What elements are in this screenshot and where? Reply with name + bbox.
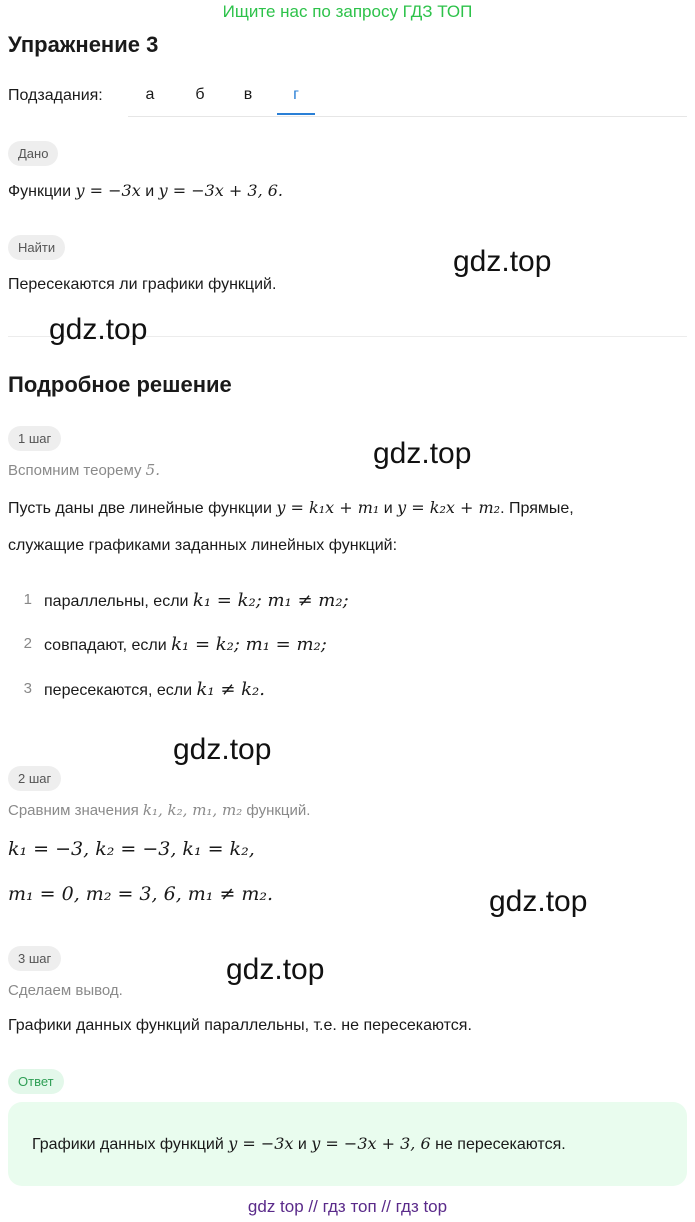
find-pill: Найти (8, 235, 65, 260)
subtasks-label: Подзадания: (8, 87, 103, 104)
list-number-2: 2 (23, 635, 32, 652)
list-item-2 (44, 634, 327, 655)
list-item-1 (44, 590, 349, 611)
promo-banner[interactable]: Ищите нас по запросу ГДЗ ТОП (222, 2, 473, 21)
step-2-hint-prefix: Сравним значения (8, 802, 139, 819)
given-formula-2: y = −3x + 3, 6. (158, 181, 283, 200)
list-item-1-text: параллельны, если (44, 593, 189, 610)
list-item-1-math: k₁ = k₂; m₁ ≠ m₂; (192, 590, 349, 611)
step-3-hint: Сделаем вывод. (8, 982, 123, 999)
tab-a[interactable]: а (145, 86, 155, 103)
step-1-func-2: y = k₂x + m₂ (397, 498, 501, 517)
footer-links[interactable]: gdz top // гдз топ // гдз top (247, 1197, 448, 1216)
step-1-hint-text: Вспомним теорему (8, 462, 142, 479)
list-item-3 (44, 679, 265, 700)
watermark: gdz.top (373, 437, 472, 470)
given-prefix: Функции (8, 183, 72, 200)
answer-formula-1: y = −3x (228, 1134, 294, 1153)
step-2-equation-2: m₁ = 0, m₂ = 3, 6, m₁ ≠ m₂. (8, 883, 274, 905)
find-text: Пересекаются ли графики функций. (8, 276, 277, 293)
given-pill: Дано (8, 141, 58, 166)
answer-prefix: Графики данных функций (32, 1136, 224, 1153)
answer-pill: Ответ (8, 1069, 64, 1094)
tab-g[interactable]: г (293, 86, 299, 103)
active-tab-indicator (277, 113, 315, 115)
answer-and: и (297, 1136, 307, 1153)
step-1-line-2: служащие графиками заданных линейных функций: (8, 537, 398, 554)
answer-suffix: не пересекаются. (435, 1136, 566, 1153)
subtask-tabs (128, 78, 687, 117)
watermark: gdz.top (489, 885, 588, 918)
list-item-3-text: пересекаются, если (44, 682, 193, 699)
given-formula-1: y = −3x (75, 181, 141, 200)
answer-text (32, 1134, 566, 1154)
step-1-line-1-suffix: . Прямые, (500, 500, 574, 517)
step-1-func-1: y = k₁x + m₁ (276, 498, 380, 517)
watermark: gdz.top (453, 245, 552, 278)
step-1-pill: 1 шаг (8, 426, 61, 451)
step-1-line-1-prefix: Пусть даны две линейные функции (8, 500, 272, 517)
step-2-hint-suffix: функций. (246, 802, 311, 819)
watermark: gdz.top (226, 953, 325, 986)
list-number-1: 1 (23, 591, 32, 608)
list-item-3-math: k₁ ≠ k₂. (196, 679, 265, 700)
step-1-line-1 (8, 498, 692, 518)
solution-title: Подробное решение (8, 372, 232, 397)
step-1-and: и (383, 500, 393, 517)
answer-formula-2: y = −3x + 3, 6 (311, 1134, 431, 1153)
list-item-2-text: совпадают, если (44, 637, 167, 654)
step-1-hint-number: 5. (145, 461, 160, 479)
watermark: gdz.top (173, 733, 272, 766)
step-3-pill: 3 шаг (8, 946, 61, 971)
watermark: gdz.top (49, 313, 148, 346)
step-2-pill: 2 шаг (8, 766, 61, 791)
step-3-text: Графики данных функций параллельны, т.е. не пересекаются. (8, 1017, 472, 1034)
step-2-equation-1: k₁ = −3, k₂ = −3, k₁ = k₂, (8, 838, 255, 860)
step-2-hint-math: k₁, k₂, m₁, m₂ (142, 801, 243, 819)
list-item-2-math: k₁ = k₂; m₁ = m₂; (171, 634, 327, 655)
tab-b[interactable]: б (195, 86, 205, 103)
list-number-3: 3 (23, 680, 32, 697)
page-title: Упражнение 3 (8, 32, 159, 57)
given-text (8, 181, 283, 201)
given-and: и (145, 183, 155, 200)
tab-v[interactable]: в (243, 86, 253, 103)
step-2-hint (8, 801, 310, 819)
step-1-hint (8, 461, 160, 479)
